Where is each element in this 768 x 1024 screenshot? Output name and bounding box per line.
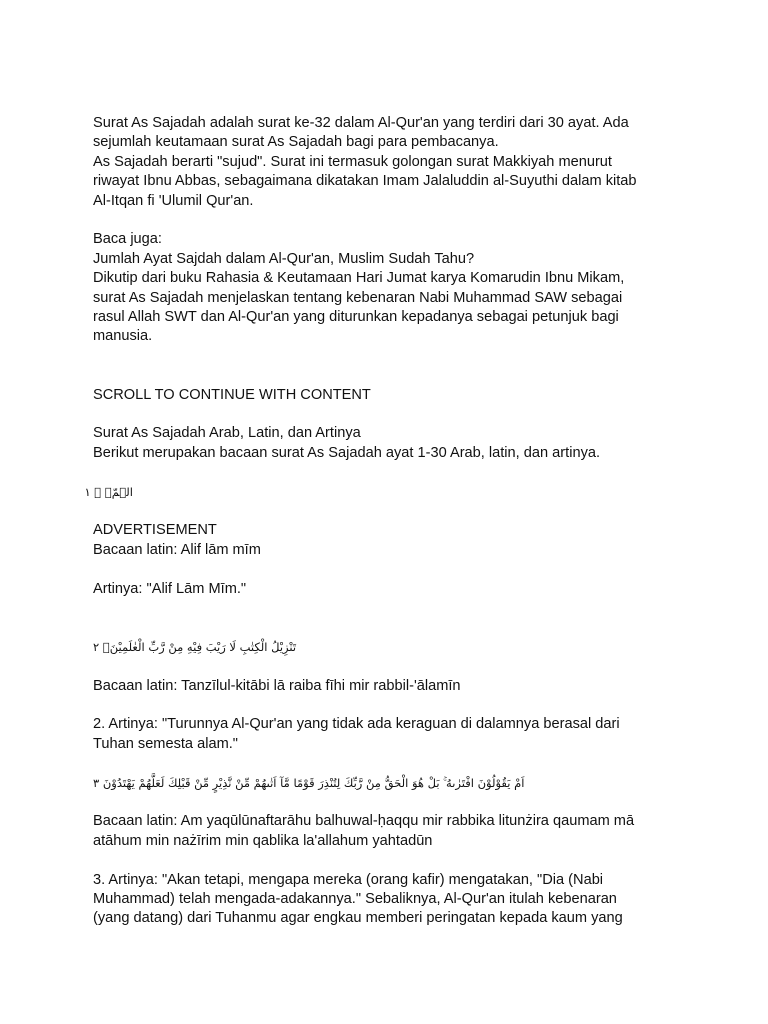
spacer xyxy=(93,405,683,424)
spacer xyxy=(93,754,683,773)
spacer xyxy=(93,599,683,618)
spacer xyxy=(93,851,683,870)
document-body xyxy=(84,114,683,929)
spacer xyxy=(93,793,683,812)
body-line-4: manusia. xyxy=(93,328,153,345)
ayat-3-latin-line-1: Bacaan latin: Am yaqūlūnaftarāhu balhuwal-ḥaqqu mir rabbika litunżira qaumam mā xyxy=(93,813,635,830)
intro-line-2: sejumlah keutamaan surat As Sajadah bagi para pembacanya. xyxy=(93,134,499,151)
spacer xyxy=(93,618,683,637)
ayat-2-arabic: تَنْزِيْلُ الْكِتٰبِ لَا رَيْبَ فِيْهِ مِنْ رَّبِّ الْعٰلَمِيْنَۗ ٢ xyxy=(93,639,297,654)
spacer xyxy=(93,696,683,715)
spacer xyxy=(93,347,683,366)
intro-line-4: riwayat Ibnu Abbas, sebagaimana dikatakan Imam Jalaluddin al-Suyuthi dalam kitab xyxy=(93,173,637,190)
ayat-3-latin-line-2: atāhum min nażīrim min qablika la'allahum yahtadūn xyxy=(93,832,433,849)
ayat-1-meaning: Artinya: "Alif Lām Mīm." xyxy=(93,580,247,597)
read-also-link[interactable]: Jumlah Ayat Sajdah dalam Al-Qur'an, Muslim Sudah Tahu? xyxy=(93,250,475,267)
advertisement-label: ADVERTISEMENT xyxy=(93,522,217,539)
ayat-3-meaning-line-3: (yang datang) dari Tuhanmu agar engkau memberi peringatan kepada kaum yang xyxy=(93,910,623,927)
spacer xyxy=(93,502,683,521)
spacer xyxy=(93,366,683,385)
ayat-2-meaning-line-2: Tuhan semesta alam." xyxy=(93,735,238,752)
ayat-1-arabic: الۤمّۤ ۗ ١ xyxy=(84,484,133,499)
intro-line-1: Surat As Sajadah adalah surat ke-32 dalam Al-Qur'an yang terdiri dari 30 ayat. Ada xyxy=(93,115,629,131)
ayat-1-latin: Bacaan latin: Alif lām mīm xyxy=(93,541,261,558)
section-heading: Surat As Sajadah Arab, Latin, dan Artinya xyxy=(93,425,361,442)
ayat-3-meaning-line-2: Muhammad) telah mengada-adakannya." Sebaliknya, Al-Qur'an itulah kebenaran xyxy=(93,891,617,908)
intro-line-3: As Sajadah berarti "sujud". Surat ini termasuk golongan surat Makkiyah menurut xyxy=(93,153,612,170)
read-also-label: Baca juga: xyxy=(93,231,162,248)
ayat-2-meaning-line-1: 2. Artinya: "Turunnya Al-Qur'an yang tidak ada keraguan di dalamnya berasal dari xyxy=(93,716,620,733)
spacer xyxy=(93,657,683,676)
spacer xyxy=(93,463,683,482)
ayat-2-latin: Bacaan latin: Tanzīlul-kitābi lā raiba fīhi mir rabbil-'ālamīn xyxy=(93,677,461,694)
section-intro: Berikut merupakan bacaan surat As Sajadah ayat 1-30 Arab, latin, dan artinya. xyxy=(93,444,601,461)
body-line-3: rasul Allah SWT dan Al-Qur'an yang diturunkan kepadanya sebagai petunjuk bagi xyxy=(93,309,619,326)
spacer xyxy=(93,211,683,230)
spacer xyxy=(93,560,683,579)
scroll-notice: SCROLL TO CONTINUE WITH CONTENT xyxy=(93,386,371,403)
body-line-2: surat As Sajadah menjelaskan tentang kebenaran Nabi Muhammad SAW sebagai xyxy=(93,289,623,306)
body-line-1: Dikutip dari buku Rahasia & Keutamaan Hari Jumat karya Komarudin Ibnu Mikam, xyxy=(93,270,625,287)
ayat-3-meaning-line-1: 3. Artinya: "Akan tetapi, mengapa mereka (orang kafir) mengatakan, "Dia (Nabi xyxy=(93,871,604,888)
intro-line-5: Al-Itqan fi 'Ulumil Qur'an. xyxy=(93,192,254,209)
ayat-3-arabic: اَمْ يَقُوْلُوْنَ افْتَرٰىهُ ۚ بَلْ هُوَ الْحَقُّ مِنْ رَّبِّكَ لِتُنْذِرَ قَوْمًا مَّآ اَتٰىهُمْ مِّنْ نَّذِيْرٍ مِّنْ قَبْلِكَ لَعَلَّهُمْ يَهْتَدُوْنَ ٣ xyxy=(93,775,525,790)
